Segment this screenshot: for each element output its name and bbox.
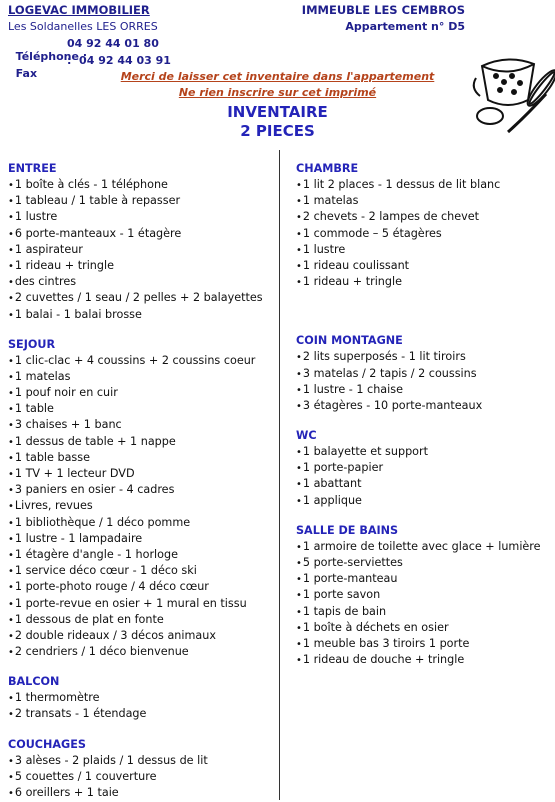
inventory-item bbox=[296, 177, 554, 193]
inventory-item bbox=[8, 612, 274, 628]
inventory-item bbox=[296, 636, 554, 652]
inventory-item-text: 1 étagère d'angle - 1 horloge bbox=[14, 547, 178, 561]
inventory-item-text: 1 rideau de douche + tringle bbox=[302, 653, 465, 667]
inventory-item bbox=[296, 193, 554, 209]
bullet-icon: • bbox=[8, 771, 14, 783]
bullet-icon: • bbox=[296, 622, 302, 634]
inventory-item-text: 1 rideau + tringle bbox=[302, 275, 402, 289]
inventory-item-text: 2 cuvettes / 1 seau / 2 pelles + 2 balayettes bbox=[14, 291, 263, 305]
note-leave-inventory: Merci de laisser cet inventaire dans l'appartement bbox=[120, 70, 435, 83]
section-balcon bbox=[8, 673, 274, 722]
inventory-item bbox=[8, 531, 274, 547]
phone-label: Téléphone : bbox=[15, 50, 88, 63]
bullet-icon: • bbox=[296, 260, 302, 272]
inventory-item bbox=[8, 515, 274, 531]
bullet-icon: • bbox=[8, 355, 14, 367]
bullet-icon: • bbox=[296, 638, 302, 650]
inventory-item bbox=[8, 547, 274, 563]
inventory-item-text: 2 cendriers / 1 déco bienvenue bbox=[14, 645, 189, 659]
inventory-item-text: 1 tableau / 1 table à repasser bbox=[14, 194, 181, 208]
inventory-item bbox=[8, 290, 274, 306]
inventory-item-text: 3 paniers en osier - 4 cadres bbox=[14, 483, 175, 497]
inventory-item-text: 2 chevets - 2 lampes de chevet bbox=[302, 210, 480, 224]
inventory-item-text: 1 rideau + tringle bbox=[14, 258, 114, 272]
inventory-item bbox=[296, 242, 554, 258]
inventory-item-text: 1 porte-revue en osier + 1 mural en tissu bbox=[14, 596, 247, 610]
inventory-item-text: 1 table bbox=[14, 402, 54, 416]
inventory-item bbox=[8, 785, 274, 801]
inventory-item bbox=[8, 498, 274, 514]
inventory-item-text: 6 porte-manteaux - 1 étagère bbox=[14, 226, 182, 240]
inventory-item bbox=[296, 493, 554, 509]
inventory-item bbox=[296, 476, 554, 492]
inventory-item bbox=[8, 258, 274, 274]
inventory-item-text: Livres, revues bbox=[14, 499, 93, 513]
inventory-item bbox=[8, 434, 274, 450]
inventory-item bbox=[8, 385, 274, 401]
section-title: WC bbox=[296, 429, 317, 443]
inventory-item-text: des cintres bbox=[14, 275, 77, 289]
inventory-item-text: 1 table basse bbox=[14, 450, 90, 464]
bullet-icon: • bbox=[8, 788, 14, 799]
inventory-item-text: 2 double rideaux / 3 décos animaux bbox=[14, 628, 216, 642]
bullet-icon: • bbox=[8, 501, 14, 513]
inventory-item bbox=[8, 753, 274, 769]
inventory-item bbox=[8, 274, 274, 290]
inventory-item bbox=[8, 579, 274, 595]
inventory-item-text: 1 matelas bbox=[14, 369, 71, 383]
bullet-icon: • bbox=[296, 368, 302, 380]
inventory-item bbox=[296, 539, 554, 555]
bullet-icon: • bbox=[8, 388, 14, 400]
fax-label: Fax bbox=[15, 67, 38, 80]
bullet-icon: • bbox=[296, 277, 302, 289]
inventory-item bbox=[8, 628, 274, 644]
bullet-icon: • bbox=[8, 436, 14, 448]
inventory-item-text: 1 aspirateur bbox=[14, 242, 83, 256]
building-name: IMMEUBLE LES CEMBROS bbox=[301, 3, 465, 17]
inventory-item-text: 1 dessus de table + 1 nappe bbox=[14, 434, 176, 448]
inventory-item-text: 1 pouf noir en cuir bbox=[14, 386, 118, 400]
inventory-item bbox=[296, 587, 554, 603]
bullet-icon: • bbox=[296, 590, 302, 602]
section-sejour bbox=[8, 336, 274, 661]
inventory-item-text: 1 lustre - 1 chaise bbox=[302, 382, 403, 396]
bullet-icon: • bbox=[8, 212, 14, 224]
inventory-item-text: 2 lits superposés - 1 lit tiroirs bbox=[302, 350, 466, 364]
inventory-item-text: 1 porte-papier bbox=[302, 461, 384, 475]
inventory-item-text: 1 boîte à clés - 1 téléphone bbox=[14, 178, 168, 191]
fax-value: : 04 92 44 03 91 bbox=[67, 54, 171, 67]
section-title: COUCHAGES bbox=[8, 737, 86, 751]
bullet-icon: • bbox=[8, 566, 14, 578]
inventory-item bbox=[296, 444, 554, 460]
bullet-icon: • bbox=[296, 558, 302, 569]
inventory-item-text: 1 rideau coulissant bbox=[302, 258, 410, 272]
inventory-item bbox=[296, 226, 554, 242]
inventory-item-text: 1 clic-clac + 4 coussins + 2 coussins coeur bbox=[14, 353, 256, 367]
inventory-item bbox=[8, 209, 274, 225]
inventory-item-text: 1 balai - 1 balai brosse bbox=[14, 307, 142, 321]
inventory-item bbox=[8, 482, 274, 498]
section-title: SEJOUR bbox=[8, 337, 56, 351]
inventory-item-text: 3 alèses - 2 plaids / 1 dessus de lit bbox=[14, 753, 208, 767]
inventory-item-text: 1 balayette et support bbox=[302, 445, 428, 459]
inventory-item bbox=[8, 353, 274, 369]
section-title: BALCON bbox=[8, 675, 60, 689]
inventory-item-text: 1 armoire de toilette avec glace + lumière bbox=[302, 539, 541, 553]
inventory-item-text: 3 chaises + 1 banc bbox=[14, 418, 122, 432]
inventory-item-text: 1 meuble bas 3 tiroirs 1 porte bbox=[302, 636, 470, 650]
bullet-icon: • bbox=[8, 309, 14, 321]
inventory-item bbox=[296, 460, 554, 476]
bullet-icon: • bbox=[8, 630, 14, 642]
inventory-item bbox=[296, 620, 554, 636]
bullet-icon: • bbox=[296, 447, 302, 459]
bullet-icon: • bbox=[8, 404, 14, 416]
inventory-item-text: 1 applique bbox=[302, 493, 362, 507]
bullet-icon: • bbox=[8, 614, 14, 626]
inventory-item bbox=[8, 193, 274, 209]
inventory-item bbox=[8, 706, 274, 722]
inventory-item-text: 1 lit 2 places - 1 dessus de lit blanc bbox=[302, 178, 501, 191]
bullet-icon: • bbox=[296, 384, 302, 396]
bullet-icon: • bbox=[296, 495, 302, 507]
bullet-icon: • bbox=[296, 352, 302, 364]
inventory-item-text: 6 oreillers + 1 taie bbox=[14, 786, 119, 799]
inventory-item bbox=[296, 382, 554, 398]
section-wc bbox=[296, 427, 554, 509]
section-couchages bbox=[8, 736, 274, 802]
inventory-item-text: 1 lustre bbox=[14, 210, 58, 224]
inventory-item-text: 1 lustre - 1 lampadaire bbox=[14, 531, 143, 545]
section-title: SALLE DE BAINS bbox=[296, 523, 399, 537]
bullet-icon: • bbox=[8, 549, 14, 561]
bullet-icon: • bbox=[296, 400, 302, 412]
section-entree bbox=[8, 160, 274, 323]
bullet-icon: • bbox=[8, 244, 14, 256]
column-divider bbox=[279, 150, 280, 800]
bullet-icon: • bbox=[296, 479, 302, 491]
inventory-item bbox=[8, 644, 274, 660]
inventory-item-text: 1 commode – 5 étagères bbox=[302, 226, 442, 240]
inventory-item bbox=[8, 450, 274, 466]
inventory-item bbox=[8, 769, 274, 785]
inventory-item-text: 1 lustre bbox=[302, 242, 346, 256]
bullet-icon: • bbox=[8, 228, 14, 240]
inventory-column-right bbox=[296, 160, 554, 668]
inventory-item bbox=[296, 604, 554, 620]
apartment-number: Appartement n° D5 bbox=[345, 20, 465, 33]
inventory-item bbox=[8, 369, 274, 385]
inventory-item-text: 1 porte-photo rouge / 4 déco cœur bbox=[14, 580, 209, 594]
bullet-icon: • bbox=[296, 228, 302, 240]
bullet-icon: • bbox=[296, 196, 302, 208]
inventory-item bbox=[296, 571, 554, 587]
inventory-column-left bbox=[8, 160, 274, 801]
inventory-item-text: 1 porte savon bbox=[302, 588, 381, 602]
bullet-icon: • bbox=[8, 469, 14, 480]
inventory-item-text: 2 transats - 1 étendage bbox=[14, 707, 147, 721]
inventory-item-text: 1 abattant bbox=[302, 477, 362, 491]
inventory-item bbox=[8, 596, 274, 612]
bullet-icon: • bbox=[8, 260, 14, 272]
bullet-icon: • bbox=[8, 598, 14, 610]
page-subtitle: 2 PIECES bbox=[240, 122, 315, 140]
inventory-item bbox=[8, 563, 274, 579]
bullet-icon: • bbox=[8, 647, 14, 659]
inventory-item-text: 1 tapis de bain bbox=[302, 604, 387, 618]
bullet-icon: • bbox=[8, 293, 14, 305]
bullet-icon: • bbox=[8, 517, 14, 529]
inventory-item bbox=[8, 401, 274, 417]
inventory-item bbox=[8, 417, 274, 433]
bullet-icon: • bbox=[296, 212, 302, 224]
bullet-icon: • bbox=[296, 606, 302, 618]
inventory-item-text: 1 dessous de plat en fonte bbox=[14, 612, 164, 626]
section-coin-montagne bbox=[296, 332, 554, 414]
inventory-item bbox=[296, 366, 554, 382]
inventory-item-text: 1 porte-manteau bbox=[302, 572, 398, 586]
inventory-item-text: 5 couettes / 1 couverture bbox=[14, 769, 157, 783]
bullet-icon: • bbox=[296, 463, 302, 475]
section-title: CHAMBRE bbox=[296, 162, 359, 175]
bullet-icon: • bbox=[8, 420, 14, 432]
note-do-not-write: Ne rien inscrire sur cet imprimé bbox=[178, 86, 377, 99]
section-chambre bbox=[296, 160, 554, 290]
section-title: COIN MONTAGNE bbox=[296, 334, 403, 348]
section-title: ENTREE bbox=[8, 162, 57, 175]
inventory-item-text: 3 étagères - 10 porte-manteaux bbox=[302, 398, 483, 412]
inventory-item-text: 3 matelas / 2 tapis / 2 coussins bbox=[302, 366, 477, 380]
inventory-item-text: 1 boîte à déchets en osier bbox=[302, 620, 449, 634]
bullet-icon: • bbox=[8, 371, 14, 383]
inventory-item bbox=[296, 555, 554, 571]
inventory-item bbox=[8, 466, 274, 482]
phone-value: 04 92 44 01 80 bbox=[67, 37, 159, 50]
bullet-icon: • bbox=[8, 582, 14, 594]
bullet-icon: • bbox=[8, 180, 14, 191]
bullet-icon: • bbox=[8, 277, 14, 289]
inventory-item-text: 5 porte-serviettes bbox=[302, 556, 403, 569]
inventory-item-text: 1 matelas bbox=[302, 194, 359, 208]
bullet-icon: • bbox=[8, 693, 14, 705]
page-title: INVENTAIRE bbox=[227, 103, 328, 121]
agency-name: LOGEVAC IMMOBILIER bbox=[8, 3, 150, 17]
inventory-item bbox=[296, 274, 554, 290]
agency-address: Les Soldanelles LES ORRES bbox=[8, 20, 158, 33]
inventory-item bbox=[8, 690, 274, 706]
inventory-item bbox=[296, 652, 554, 668]
inventory-item bbox=[8, 226, 274, 242]
bullet-icon: • bbox=[296, 574, 302, 586]
bullet-icon: • bbox=[8, 485, 14, 497]
bullet-icon: • bbox=[296, 541, 302, 553]
inventory-item-text: 1 TV + 1 lecteur DVD bbox=[14, 467, 135, 480]
bullet-icon: • bbox=[296, 655, 302, 667]
inventory-item bbox=[8, 177, 274, 193]
bullet-icon: • bbox=[8, 196, 14, 208]
inventory-item bbox=[296, 349, 554, 365]
inventory-item-text: 1 service déco cœur - 1 déco ski bbox=[14, 564, 197, 578]
inventory-item bbox=[296, 398, 554, 414]
inventory-item bbox=[8, 307, 274, 323]
inventory-item bbox=[296, 258, 554, 274]
bullet-icon: • bbox=[8, 452, 14, 464]
inventory-item-text: 1 bibliothèque / 1 déco pomme bbox=[14, 515, 191, 529]
bullet-icon: • bbox=[8, 709, 14, 721]
section-salle-de-bains bbox=[296, 522, 554, 669]
inventory-item bbox=[8, 242, 274, 258]
bullet-icon: • bbox=[8, 533, 14, 545]
bullet-icon: • bbox=[296, 244, 302, 256]
bullet-icon: • bbox=[296, 180, 302, 191]
inventory-item bbox=[296, 209, 554, 225]
inventory-item-text: 1 thermomètre bbox=[14, 691, 100, 705]
bullet-icon: • bbox=[8, 755, 14, 767]
